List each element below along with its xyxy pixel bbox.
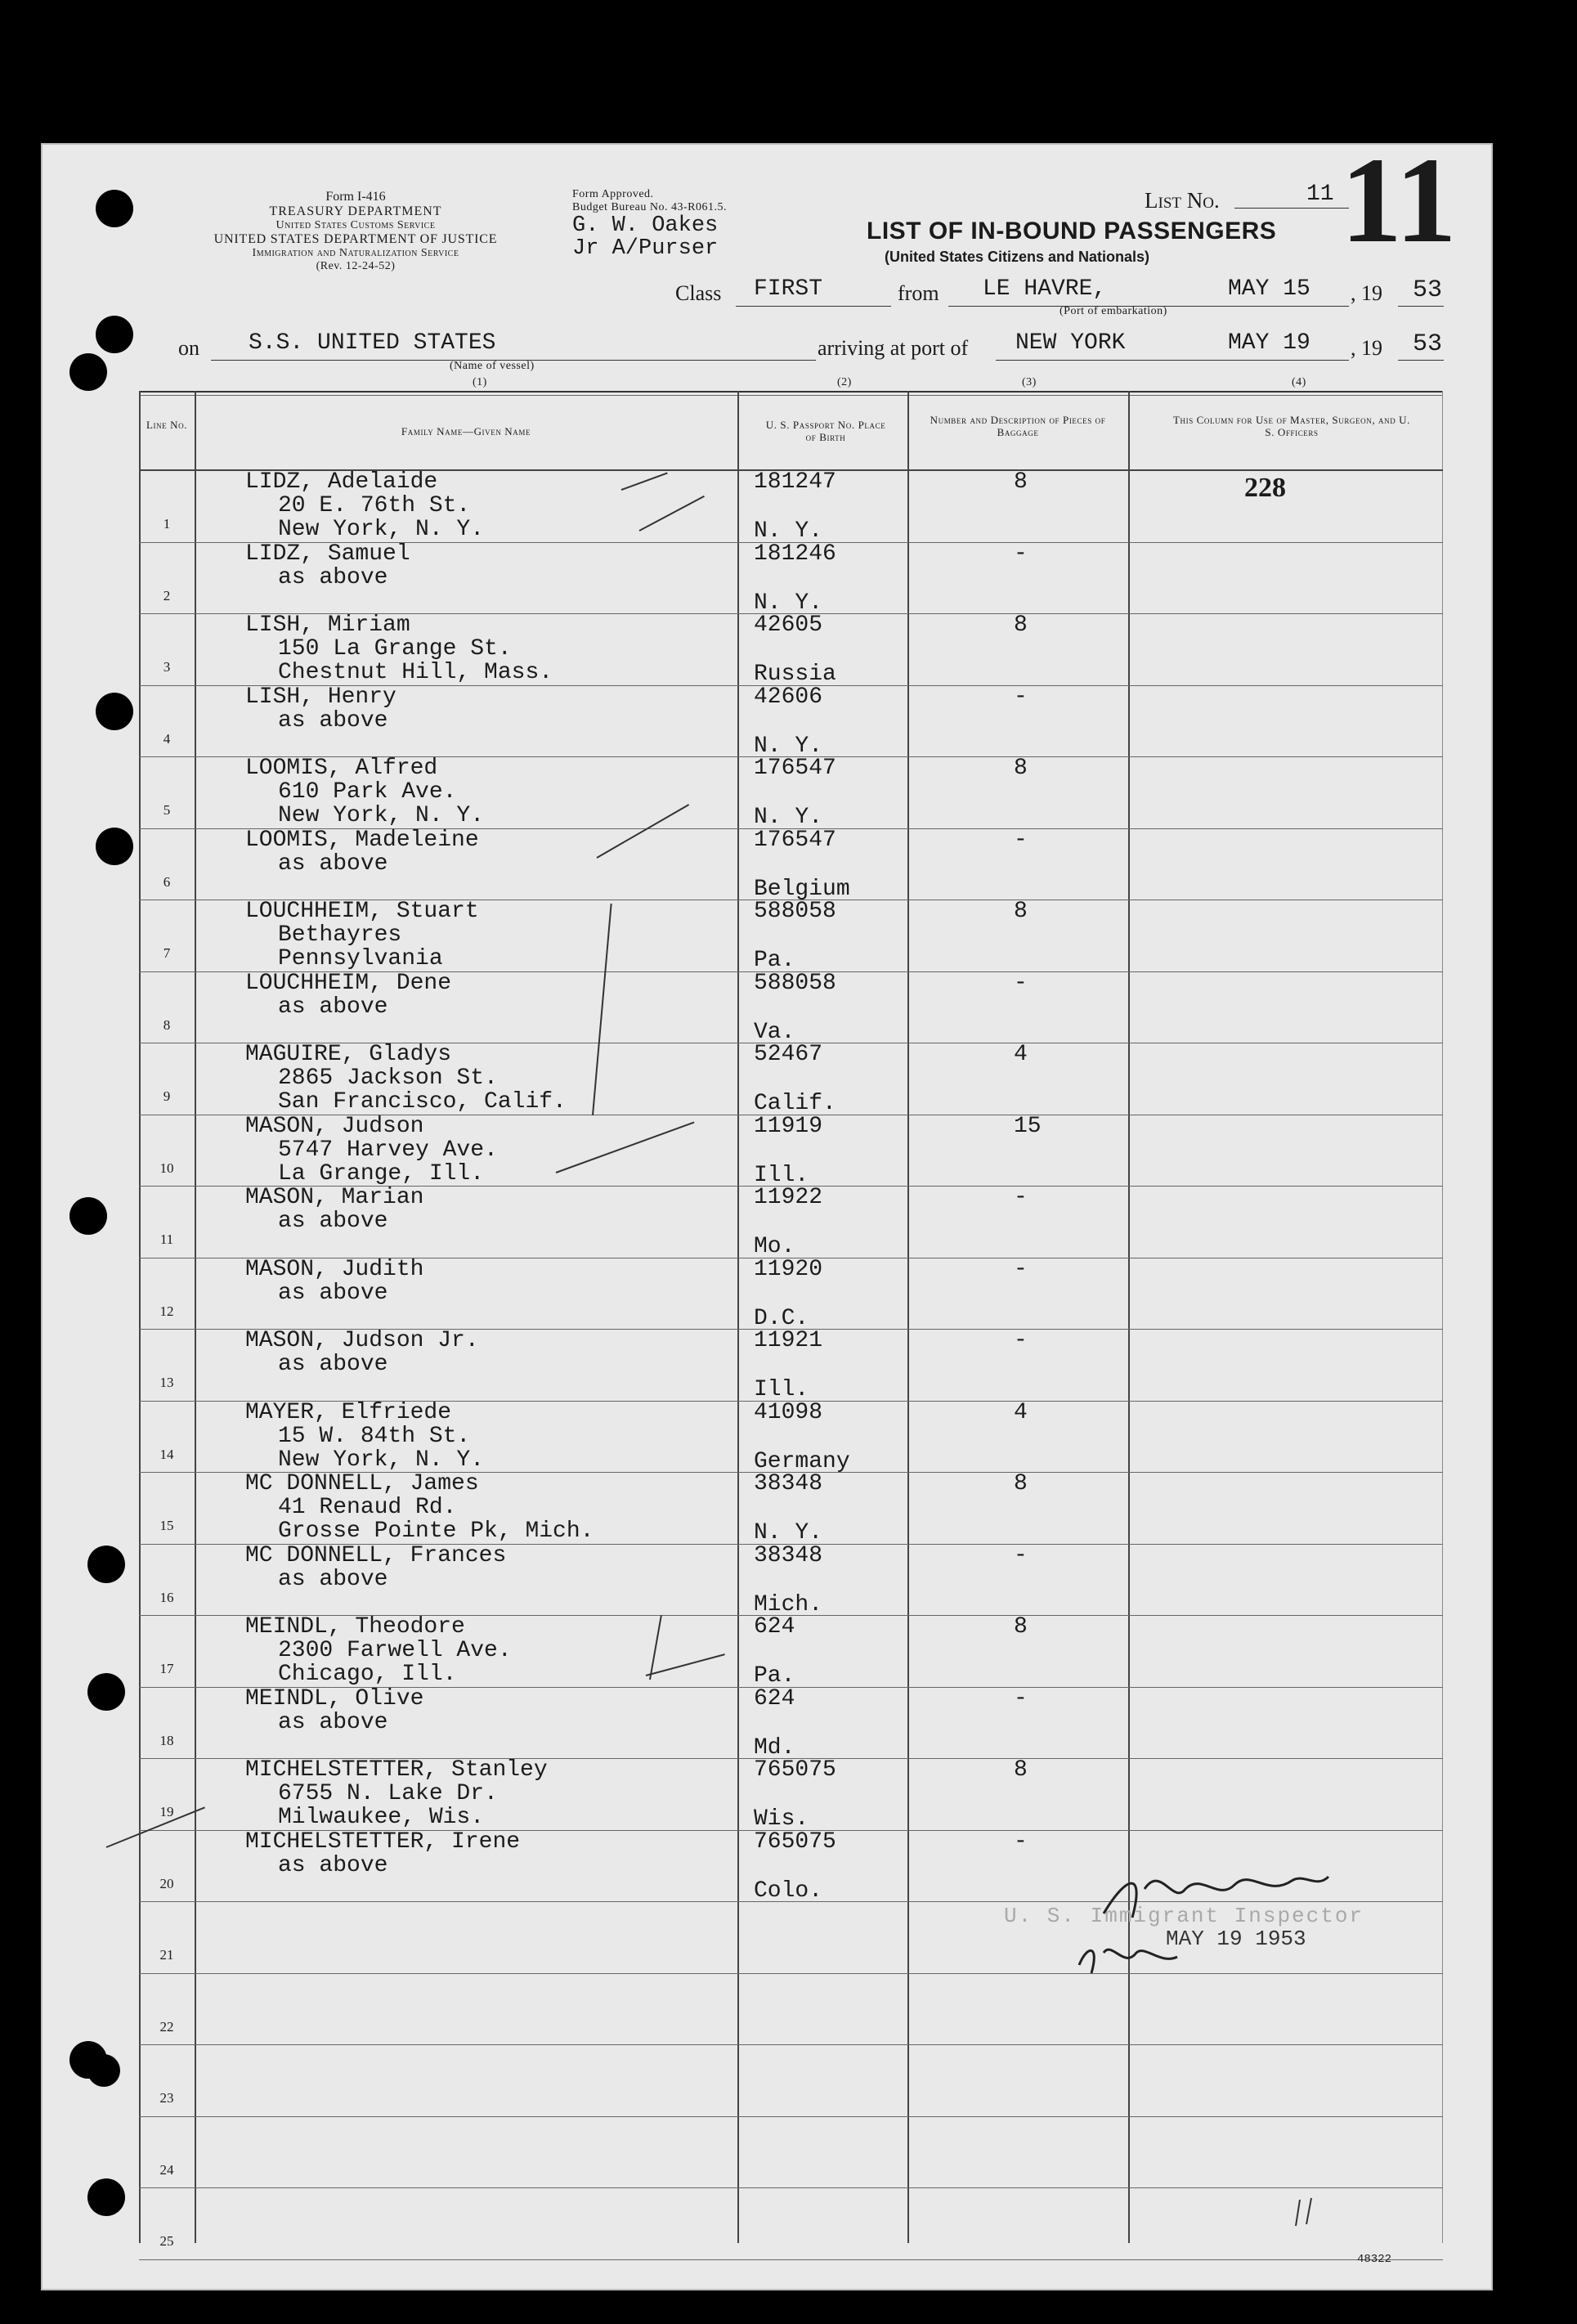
place-of-birth: Pa. bbox=[754, 1663, 795, 1689]
line-number: 17 bbox=[159, 1661, 174, 1676]
baggage-count: 4 bbox=[1014, 1042, 1028, 1067]
passport-number: 41098 bbox=[754, 1399, 823, 1425]
place-of-birth: Mo. bbox=[754, 1234, 795, 1259]
form-header-left bbox=[184, 190, 527, 273]
passenger-address-line1: as above bbox=[278, 1709, 388, 1735]
col1-caption: (1) bbox=[473, 376, 487, 388]
line-number: 21 bbox=[159, 1947, 174, 1963]
punch-hole bbox=[87, 1546, 125, 1583]
line-number: 1 bbox=[163, 516, 171, 532]
col-header-officers: This Column for Use of Master, Surgeon, and U. S. Officers bbox=[1172, 414, 1411, 438]
list-no-value: 11 bbox=[1306, 182, 1334, 207]
passenger-address-line1: as above bbox=[278, 994, 388, 1020]
baggage-count: 8 bbox=[1014, 469, 1028, 495]
place-of-birth: Calif. bbox=[754, 1091, 836, 1116]
form-number: Form I-416 bbox=[325, 190, 386, 204]
depart-year-prefix: , 19 bbox=[1351, 281, 1382, 305]
initials-signature bbox=[1071, 1928, 1194, 1985]
passport-number: 181247 bbox=[754, 469, 836, 495]
baggage-count: 15 bbox=[1014, 1113, 1042, 1139]
punch-hole bbox=[69, 1197, 107, 1235]
big-list-number: 11 bbox=[1341, 132, 1457, 268]
punch-hole bbox=[96, 190, 133, 227]
passenger-name: MASON, Marian bbox=[245, 1185, 424, 1210]
passenger-address-line2: New York, N. Y. bbox=[278, 1447, 485, 1473]
form-stamp-number: 48322 bbox=[1357, 2253, 1392, 2266]
passenger-address-line1: as above bbox=[278, 707, 388, 734]
line-number: 3 bbox=[163, 659, 171, 675]
punch-hole bbox=[87, 2054, 120, 2087]
col3-num: (3) bbox=[1022, 376, 1037, 388]
passport-number: 588058 bbox=[754, 970, 836, 996]
passenger-address-line2: Pennsylvania bbox=[278, 946, 443, 971]
passenger-address-line2: New York, N. Y. bbox=[278, 803, 485, 828]
passenger-name: MASON, Judith bbox=[245, 1256, 424, 1282]
form-approved: Form Approved. bbox=[572, 188, 654, 200]
signer-name: G. W. Oakes bbox=[572, 213, 719, 238]
line-number: 10 bbox=[159, 1160, 174, 1176]
passenger-name: MICHELSTETTER, Stanley bbox=[245, 1757, 548, 1783]
passenger-name: LISH, Henry bbox=[245, 684, 396, 710]
passenger-name: MICHELSTETTER, Irene bbox=[245, 1828, 521, 1855]
arrival-port: NEW YORK bbox=[1015, 330, 1126, 356]
line-number: 22 bbox=[159, 2018, 174, 2035]
pencil-mark bbox=[646, 1653, 725, 1676]
line-number: 2 bbox=[163, 587, 171, 603]
passport-number: 11919 bbox=[754, 1113, 823, 1139]
col-header-name: Family Name—Given Name bbox=[401, 425, 531, 437]
passport-number: 38348 bbox=[754, 1542, 823, 1568]
line-number: 20 bbox=[159, 1875, 174, 1891]
arrival-year: 53 bbox=[1413, 330, 1443, 358]
page-tick-mark bbox=[1292, 2192, 1324, 2232]
passenger-name: MC DONNELL, Frances bbox=[245, 1542, 507, 1568]
line-number: 19 bbox=[159, 1804, 174, 1819]
officer-note: 228 bbox=[1244, 473, 1286, 503]
pencil-mark bbox=[597, 804, 690, 859]
passenger-address-line1: 150 La Grange St. bbox=[278, 636, 512, 662]
baggage-count: - bbox=[1014, 827, 1028, 853]
class-value: FIRST bbox=[754, 276, 823, 302]
baggage-count: 8 bbox=[1014, 1757, 1028, 1783]
place-of-birth: N. Y. bbox=[754, 1520, 823, 1546]
signer-title: Jr A/Purser bbox=[572, 236, 719, 261]
punch-hole bbox=[87, 2178, 125, 2216]
line-number: 14 bbox=[159, 1446, 174, 1462]
passport-number: 11922 bbox=[754, 1185, 823, 1210]
baggage-count: - bbox=[1014, 684, 1028, 710]
line-number: 16 bbox=[159, 1589, 174, 1605]
baggage-count: 8 bbox=[1014, 899, 1028, 924]
place-of-birth: Mich. bbox=[754, 1591, 823, 1617]
punch-hole bbox=[69, 353, 107, 391]
line-number: 6 bbox=[163, 873, 171, 890]
depart-year: 53 bbox=[1413, 276, 1443, 304]
place-of-birth: Ill. bbox=[754, 1162, 809, 1188]
passenger-address-line2: Chicago, Ill. bbox=[278, 1662, 457, 1687]
passenger-address-line2: New York, N. Y. bbox=[278, 517, 485, 542]
baggage-count: 8 bbox=[1014, 612, 1028, 638]
row-divider bbox=[139, 1973, 1443, 1974]
passenger-name: MEINDL, Theodore bbox=[245, 1614, 465, 1640]
passenger-address-line1: Bethayres bbox=[278, 922, 402, 948]
baggage-count: - bbox=[1014, 970, 1028, 996]
passenger-name: MAYER, Elfriede bbox=[245, 1399, 452, 1425]
passport-number: 624 bbox=[754, 1614, 795, 1640]
passenger-address-line1: 41 Renaud Rd. bbox=[278, 1495, 457, 1520]
inspector-stamp: U. S. Immigrant Inspector bbox=[1004, 1904, 1364, 1928]
place-of-birth: Russia bbox=[754, 662, 836, 687]
line-number: 24 bbox=[159, 2161, 174, 2178]
punch-hole bbox=[96, 828, 133, 865]
row-divider bbox=[139, 2044, 1443, 2045]
passenger-table bbox=[139, 391, 1443, 2249]
passport-number: 588058 bbox=[754, 899, 836, 924]
passport-number: 11921 bbox=[754, 1328, 823, 1353]
passport-number: 52467 bbox=[754, 1042, 823, 1067]
passport-number: 176547 bbox=[754, 827, 836, 853]
passenger-name: MAGUIRE, Gladys bbox=[245, 1042, 452, 1067]
row-divider bbox=[139, 2259, 1443, 2260]
col-header-passport: U. S. Passport No. Place of Birth bbox=[765, 419, 886, 443]
passenger-name: LOOMIS, Madeleine bbox=[245, 827, 479, 853]
passenger-address-line1: as above bbox=[278, 1852, 388, 1878]
baggage-count: 8 bbox=[1014, 1471, 1028, 1496]
passenger-name: LOOMIS, Alfred bbox=[245, 756, 438, 781]
arrival-year-prefix: , 19 bbox=[1351, 336, 1382, 360]
line-number: 4 bbox=[163, 730, 171, 747]
line-number: 9 bbox=[163, 1088, 171, 1104]
passport-number: 624 bbox=[754, 1685, 795, 1712]
punch-hole bbox=[96, 316, 133, 353]
line-number: 12 bbox=[159, 1303, 174, 1319]
baggage-count: 8 bbox=[1014, 756, 1028, 781]
budget-bureau: Budget Bureau No. 43-R061.5. bbox=[572, 201, 727, 213]
passenger-address-line1: 6755 N. Lake Dr. bbox=[278, 1781, 498, 1806]
arriving-label: arriving at port of bbox=[818, 336, 969, 360]
baggage-count: - bbox=[1014, 541, 1028, 567]
form-revision: (Rev. 12-24-52) bbox=[316, 260, 396, 272]
pencil-mark bbox=[639, 496, 705, 532]
passenger-address-line2: San Francisco, Calif. bbox=[278, 1089, 567, 1115]
port-embark-caption: (Port of embarkation) bbox=[1060, 305, 1167, 317]
form-title: LIST OF IN-BOUND PASSENGERS bbox=[867, 218, 1277, 245]
line-number: 15 bbox=[159, 1518, 174, 1533]
col-header-baggage: Number and Description of Pieces of Baggage bbox=[930, 414, 1106, 438]
row-divider bbox=[139, 2187, 1443, 2188]
passenger-address-line2: Milwaukee, Wis. bbox=[278, 1805, 485, 1830]
ins-service: Immigration and Naturalization Service bbox=[252, 247, 459, 259]
passenger-name: MEINDL, Olive bbox=[245, 1685, 424, 1712]
place-of-birth: N. Y. bbox=[754, 590, 823, 616]
col-header-line: Line No. bbox=[146, 419, 188, 431]
line-number: 5 bbox=[163, 802, 171, 818]
passport-number: 765075 bbox=[754, 1757, 836, 1783]
place-of-birth: Colo. bbox=[754, 1878, 823, 1904]
baggage-count: - bbox=[1014, 1256, 1028, 1282]
stamp-date: MAY 19 1953 bbox=[1166, 1927, 1306, 1951]
passenger-address-line2: Chestnut Hill, Mass. bbox=[278, 660, 553, 685]
passenger-address-line1: 2300 Farwell Ave. bbox=[278, 1638, 512, 1663]
arrival-date: MAY 19 bbox=[1228, 330, 1310, 356]
customs-service: United States Customs Service bbox=[276, 219, 436, 231]
baggage-count: 4 bbox=[1014, 1399, 1028, 1425]
passport-number: 42606 bbox=[754, 684, 823, 710]
place-of-birth: Pa. bbox=[754, 948, 795, 973]
line-number: 11 bbox=[159, 1232, 174, 1247]
punch-hole bbox=[87, 1673, 125, 1711]
passenger-address-line1: as above bbox=[278, 564, 388, 590]
pencil-mark bbox=[556, 1121, 695, 1173]
passenger-address-line1: 5747 Harvey Ave. bbox=[278, 1137, 498, 1163]
passenger-address-line1: 20 E. 76th St. bbox=[278, 493, 471, 518]
passenger-address-line1: 15 W. 84th St. bbox=[278, 1423, 471, 1449]
passenger-name: MASON, Judson Jr. bbox=[245, 1328, 479, 1353]
form-approval bbox=[572, 188, 727, 260]
passport-number: 176547 bbox=[754, 756, 836, 781]
col4-num: (4) bbox=[1292, 376, 1306, 388]
line-number: 13 bbox=[159, 1375, 174, 1390]
passenger-name: LISH, Miriam bbox=[245, 612, 410, 638]
list-no-label: List No. bbox=[1145, 188, 1220, 213]
passenger-name: LIDZ, Samuel bbox=[245, 541, 410, 567]
from-label: from bbox=[898, 281, 939, 305]
passenger-address-line1: 2865 Jackson St. bbox=[278, 1066, 498, 1091]
passenger-name: LOUCHHEIM, Dene bbox=[245, 970, 452, 996]
row-divider bbox=[139, 2116, 1443, 2117]
place-of-birth: Md. bbox=[754, 1734, 795, 1761]
treasury-dept: TREASURY DEPARTMENT bbox=[269, 204, 442, 218]
passport-number: 42605 bbox=[754, 612, 823, 638]
place-of-birth: D.C. bbox=[754, 1305, 809, 1331]
line-number: 25 bbox=[159, 2233, 174, 2249]
passenger-name: LIDZ, Adelaide bbox=[245, 469, 438, 495]
justice-dept: UNITED STATES DEPARTMENT OF JUSTICE bbox=[213, 232, 498, 246]
pencil-mark bbox=[621, 473, 668, 491]
place-of-birth: N. Y. bbox=[754, 805, 823, 830]
passenger-address-line1: as above bbox=[278, 1209, 388, 1234]
passenger-name: MASON, Judson bbox=[245, 1113, 424, 1139]
vessel-caption: (Name of vessel) bbox=[450, 360, 535, 372]
place-of-birth: Ill. bbox=[754, 1377, 809, 1402]
place-of-birth: Wis. bbox=[754, 1806, 809, 1832]
on-label: on bbox=[178, 336, 199, 360]
passenger-name: LOUCHHEIM, Stuart bbox=[245, 899, 479, 924]
passenger-address-line1: as above bbox=[278, 850, 388, 877]
baggage-count: 8 bbox=[1014, 1614, 1028, 1640]
line-number: 18 bbox=[159, 1732, 174, 1748]
vessel-name: S.S. UNITED STATES bbox=[249, 330, 496, 356]
baggage-count: - bbox=[1014, 1185, 1028, 1210]
punch-hole bbox=[96, 693, 133, 730]
passenger-address-line2: Grosse Pointe Pk, Mich. bbox=[278, 1519, 594, 1544]
baggage-count: - bbox=[1014, 1542, 1028, 1568]
place-of-birth: Va. bbox=[754, 1019, 795, 1045]
baggage-count: - bbox=[1014, 1328, 1028, 1353]
passenger-address-line1: as above bbox=[278, 1280, 388, 1306]
place-of-birth: Belgium bbox=[754, 876, 850, 902]
place-of-birth: N. Y. bbox=[754, 518, 823, 544]
passenger-name: MC DONNELL, James bbox=[245, 1471, 479, 1496]
passenger-address-line1: as above bbox=[278, 1566, 388, 1592]
baggage-count: - bbox=[1014, 1685, 1028, 1712]
from-value: LE HAVRE, bbox=[983, 276, 1107, 302]
line-number: 8 bbox=[163, 1016, 171, 1033]
passport-number: 765075 bbox=[754, 1828, 836, 1855]
class-label: Class bbox=[675, 281, 722, 305]
line-number: 23 bbox=[159, 2090, 174, 2106]
depart-date: MAY 15 bbox=[1228, 276, 1310, 302]
passenger-address-line1: as above bbox=[278, 1352, 388, 1377]
form-subtitle: (United States Citizens and Nationals) bbox=[885, 249, 1150, 265]
col2-num: (2) bbox=[837, 376, 852, 388]
passport-number: 11920 bbox=[754, 1256, 823, 1282]
passenger-address-line1: 610 Park Ave. bbox=[278, 779, 457, 805]
place-of-birth: Germany bbox=[754, 1448, 850, 1474]
place-of-birth: N. Y. bbox=[754, 733, 823, 759]
baggage-count: - bbox=[1014, 1828, 1028, 1855]
passport-number: 181246 bbox=[754, 541, 836, 567]
line-number: 7 bbox=[163, 945, 171, 961]
pencil-mark bbox=[592, 904, 612, 1115]
passport-number: 38348 bbox=[754, 1471, 823, 1496]
passenger-address-line2: La Grange, Ill. bbox=[278, 1160, 485, 1187]
